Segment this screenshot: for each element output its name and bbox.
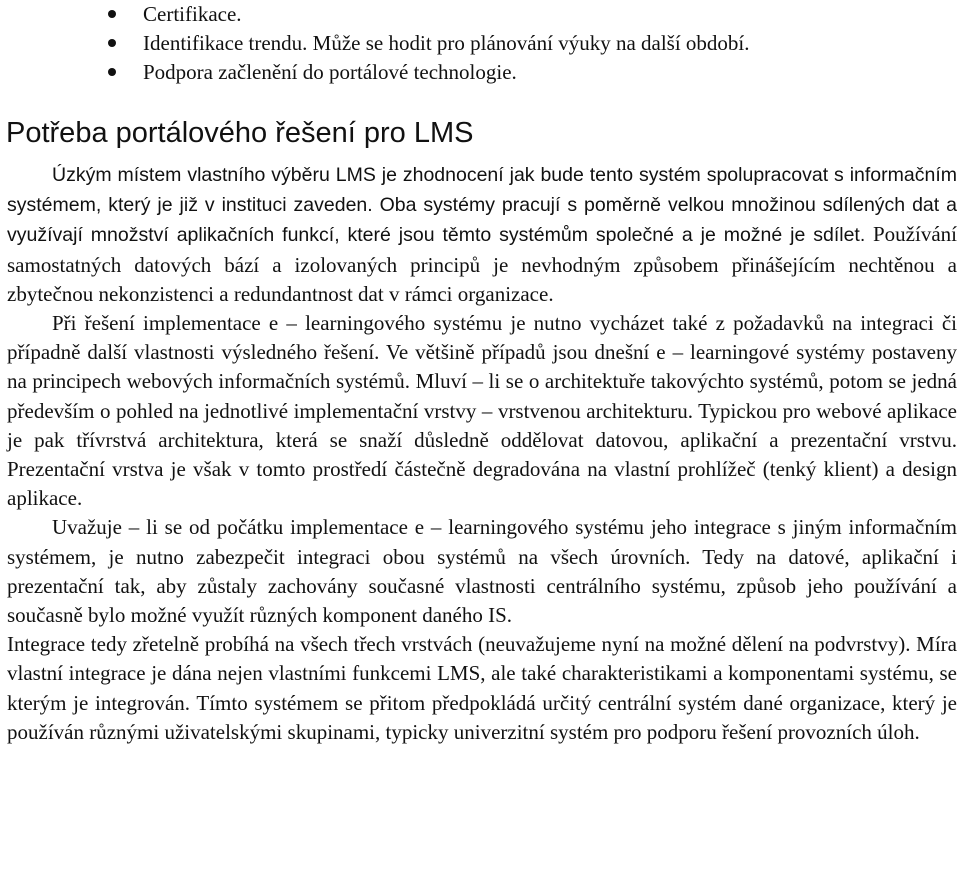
list-item-text: Certifikace. [143,2,242,26]
section-heading: Potřeba portálového řešení pro LMS [6,117,474,149]
paragraph-1-main: Úzkým místem vlastního výběru LMS je zhodnocení jak bude tento systém spolupracovat s informačním systémem, který je již v instituci zaveden. Oba systémy pracují s poměrně velkou množinou sdílených dat a využívají množství aplikačních funkcí, které jsou těmto systémům společné a je možné je sdílet. [7,164,957,247]
bullet-icon [108,39,116,47]
paragraph-2: Při řešení implementace e – learningového systému je nutno vycházet také z požadavků na integraci či případně další vlastnosti výsledného řešení. Ve většině případů jsou dnešní e – learningové systémy postaveny na principech webových informačních systémů. Mluví – li se o architektuře takovýchto systémů, potom se jedná především o pohled na jednotlivé implementační vrstvy – vrstvenou architekturu. Typickou pro webové aplikace je pak třívrstvá architektura, která se snaží důsledně oddělovat datovou, aplikační a prezentační vrstvu. Prezentační vrstva je však v tomto prostředí částečně degradována na vlastní prohlížeč (tenký klient) a design aplikace. [7,311,957,511]
list-item-text: Podpora začlenění do portálové technologie. [143,60,517,84]
paragraph-1-end: Používání samostatných datových bází a izolovaných principů je nevhodným způsobem přinášejícím nechtěnou a zbytečnou nekonzistenci a redundantnost dat v rámci organizace. [7,222,957,306]
bullet-icon [108,10,116,18]
paragraph-3: Uvažuje – li se od počátku implementace e – learningového systému jeho integrace s jiným informačním systémem, je nutno zabezpečit integraci obou systémů na všech úrovních. Tedy na datové, aplikační i prezentační tak, aby zůstaly zachovány současné vlastnosti centrálního systému, způsob jeho používání a současně bylo možné využít různých komponent daného IS. [7,515,957,628]
paragraph-4: Integrace tedy zřetelně probíhá na všech třech vrstvách (neuvažujeme nyní na možné dělení na podvrstvy). Míra vlastní integrace je dána nejen vlastními funkcemi LMS, ale také charakteristikami a komponentami systému, se kterým je integrován. Tímto systémem se přitom předpokládá určitý centrální systém dané organizace, který je používán různými uživatelskými skupinami, typicky univerzitní systém pro podporu řešení provozních úloh. [7,632,957,744]
body-text [7,160,957,747]
list-item-text: Identifikace trendu. Může se hodit pro plánování výuky na další období. [143,31,750,55]
paragraph-1 [7,160,957,309]
bullet-icon [108,68,116,76]
